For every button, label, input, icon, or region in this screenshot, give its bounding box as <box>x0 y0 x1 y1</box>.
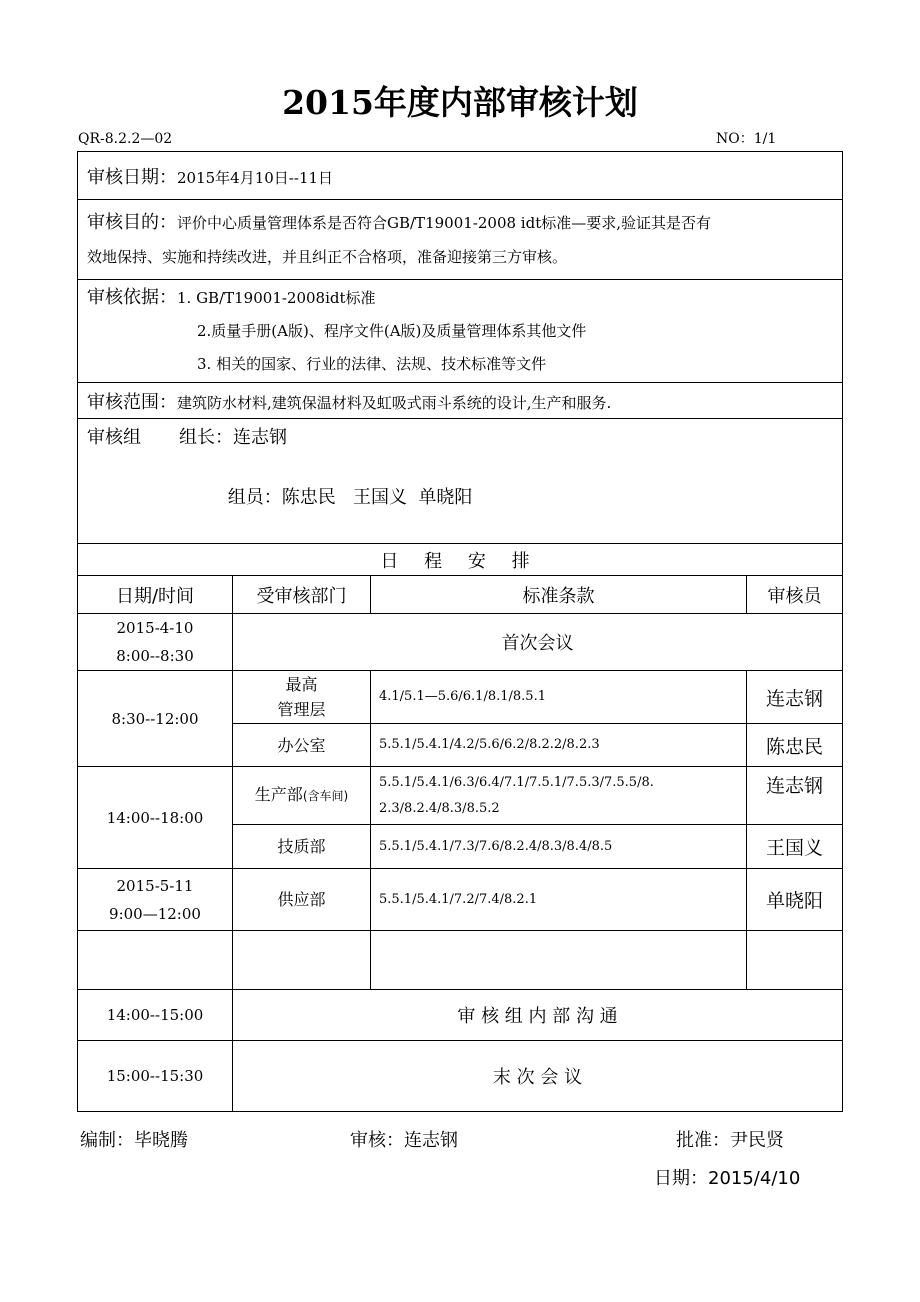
header-clauses: 标准条款 <box>371 576 747 614</box>
audit-plan-table <box>77 151 843 1112</box>
audit-purpose-line1: 评价中心质量管理体系是否符合GB/T19001-2008 idt标准—要求,验证其是否有 <box>177 213 711 232</box>
page-title: 2015年度内部审核计划 <box>282 83 638 122</box>
document-number: NO：1/1 <box>716 131 777 147</box>
audit-basis-label: 审核依据： <box>87 287 177 308</box>
afternoon-time: 14:00--18:00 <box>78 767 233 869</box>
day2-datetime <box>78 869 233 931</box>
closing-time: 15:00--15:30 <box>78 1041 233 1112</box>
auditor-office: 陈忠民 <box>747 724 843 767</box>
clauses-quality: 5.5.1/5.4.1/7.3/7.6/8.2.4/8.3/8.4/8.5 <box>371 825 747 869</box>
audit-date-cell <box>78 152 843 200</box>
audit-date-value: 2015年4月10日--11日 <box>177 168 334 187</box>
audit-purpose-cell <box>78 200 843 280</box>
audit-team-row <box>78 419 843 544</box>
schedule-heading: 日 程 安 排 <box>78 544 843 576</box>
opening-meeting-label: 首次会议 <box>233 614 843 671</box>
header-department: 受审核部门 <box>233 576 371 614</box>
dept-top-management: 最高 管理层 <box>233 671 371 724</box>
dept-production-note: (含车间) <box>302 789 349 803</box>
audit-basis-cell <box>78 280 843 383</box>
header-datetime: 日期/时间 <box>78 576 233 614</box>
audit-purpose-label: 审核目的： <box>87 211 177 233</box>
internal-comm-label: 审 核 组 内 部 沟 通 <box>233 990 843 1041</box>
audit-team-label: 审核组 <box>87 427 141 448</box>
internal-comm-time: 14:00--15:00 <box>78 990 233 1041</box>
table-row <box>78 767 843 825</box>
auditor-supply: 单晓阳 <box>747 869 843 931</box>
auditor-quality: 王国义 <box>747 825 843 869</box>
day2-date: 2015-5-11 <box>116 876 194 895</box>
audit-basis-item-2: 2.质量手册(A版)、程序文件(A版)及质量管理体系其他文件 <box>197 322 587 340</box>
internal-communication-row <box>78 990 843 1041</box>
dept-office: 办公室 <box>233 724 371 767</box>
team-members-label: 组员： <box>227 487 282 508</box>
audit-purpose-line2: 效地保持、实施和持续改进，并且纠正不合格项，准备迎接第三方审核。 <box>87 247 568 266</box>
clauses-office: 5.5.1/5.4.1/4.2/5.6/6.2/8.2.2/8.2.3 <box>371 724 747 767</box>
auditor-top-management: 连志钢 <box>747 671 843 724</box>
team-members-names: 陈忠民 王国义 单晓阳 <box>281 487 473 508</box>
prepared-by: 编制：毕晓腾 <box>80 1130 188 1151</box>
dept-supply: 供应部 <box>233 869 371 931</box>
clauses-production: 5.5.1/5.4.1/6.3/6.4/7.1/7.5.1/7.5.3/7.5.5/8. 2.3/8.2.4/8.3/8.5.2 <box>371 767 747 825</box>
team-leader-label: 组长： <box>179 427 233 448</box>
table-row <box>78 671 843 724</box>
approved-by: 批准：尹民贤 <box>676 1130 784 1151</box>
audit-purpose-row <box>78 200 843 280</box>
team-leader-name: 连志钢 <box>233 427 287 448</box>
audit-date-label: 审核日期： <box>87 166 177 188</box>
table-row <box>78 869 843 931</box>
audit-scope-cell <box>78 383 843 419</box>
day2-time: 9:00—12:00 <box>109 904 201 923</box>
audit-basis-row <box>78 280 843 383</box>
audit-scope-value: 建筑防水材料,建筑保温材料及虹吸式雨斗系统的设计,生产和服务. <box>177 393 612 412</box>
morning-time: 8:30--12:00 <box>78 671 233 767</box>
auditor-production: 连志钢 <box>747 767 843 825</box>
opening-datetime <box>78 614 233 671</box>
schedule-heading-row <box>78 544 843 576</box>
clauses-supply: 5.5.1/5.4.1/7.2/7.4/8.2.1 <box>371 869 747 931</box>
audit-team-cell <box>78 419 843 544</box>
dept-quality: 技质部 <box>233 825 371 869</box>
opening-meeting-row <box>78 614 843 671</box>
empty-row <box>78 931 843 990</box>
closing-meeting-row <box>78 1041 843 1112</box>
audit-basis-item-1: 1. GB/T19001-2008idt标准 <box>177 289 376 307</box>
audit-scope-label: 审核范围： <box>87 391 177 413</box>
audit-date-row <box>78 152 843 200</box>
header-auditor: 审核员 <box>747 576 843 614</box>
opening-time: 8:00--8:30 <box>116 647 194 665</box>
closing-meeting-label: 末 次 会 议 <box>233 1041 843 1112</box>
audit-basis-item-3: 3. 相关的国家、行业的法律、法规、技术标准等文件 <box>197 355 547 373</box>
sign-date: 日期：2015/4/10 <box>654 1168 801 1189</box>
schedule-header-row <box>78 576 843 614</box>
opening-date: 2015-4-10 <box>116 619 194 637</box>
audit-scope-row <box>78 383 843 419</box>
document-code: QR-8.2.2—02 <box>78 131 173 147</box>
reviewed-by: 审核：连志钢 <box>350 1130 458 1151</box>
clauses-top-management: 4.1/5.1—5.6/6.1/8.1/8.5.1 <box>371 671 747 724</box>
dept-production: 生产部(含车间) <box>233 767 371 825</box>
